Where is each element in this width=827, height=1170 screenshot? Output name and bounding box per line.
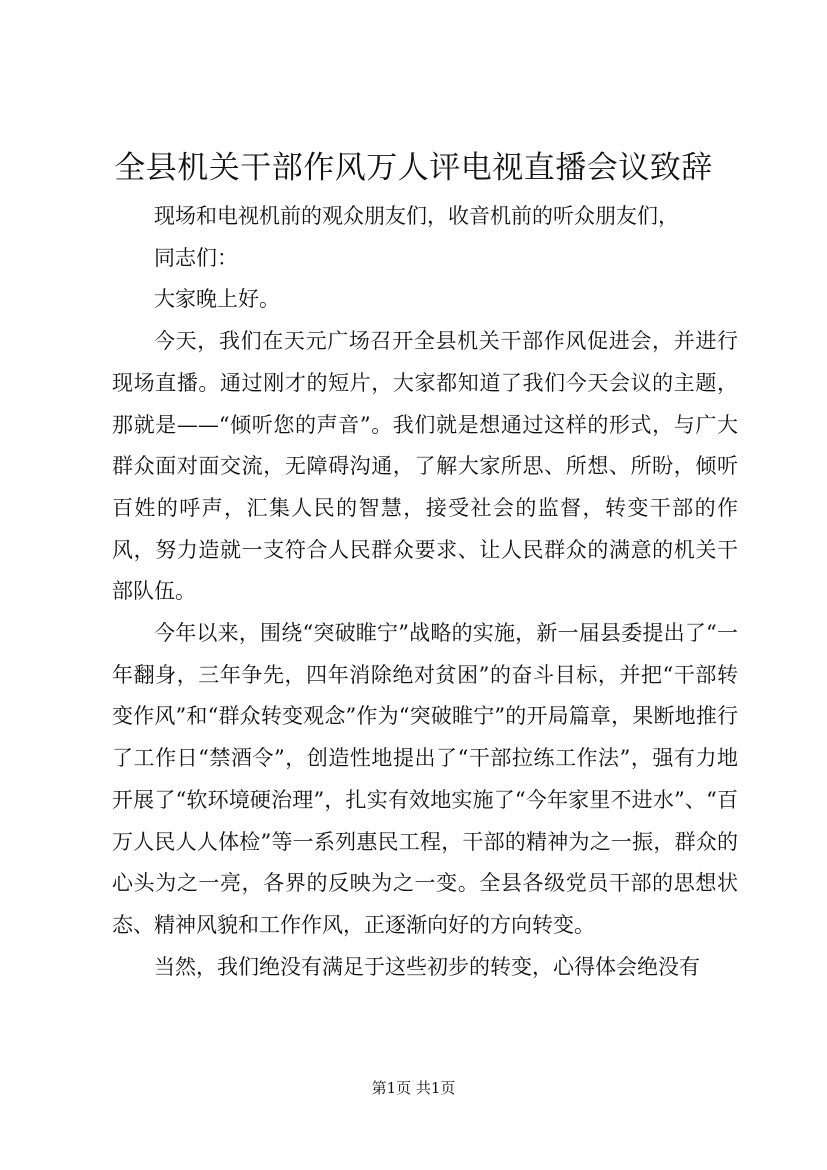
paragraph: 当然，我们绝没有满足于这些初步的转变，心得体会绝没有 (154, 954, 700, 979)
document-title: 全县机关干部作风万人评电视直播会议致辞 (114, 150, 713, 186)
paragraph: 大家晚上好。 (154, 287, 280, 312)
paragraph: 现场和电视机前的观众朋友们，收音机前的听众朋友们， (154, 204, 679, 228)
paragraph: 今年以来，围绕“突破睢宁”战略的实施，新一届县委提出了“一年翻身，三年争先，四年消除绝对贫困”的奋斗目标，并把“干部转变作风”和“群众转变观念”作为“突破睢宁”的开局篇章，果断地推行了工作日“禁酒令”，创造性地提出了“干部拉练工作法”，强有力地开展了“软环境硬治理”，扎实有效地实施了“今年家里不进水”、“百万人民人人体检”等一系列惠民工程，干部的精神为之一振，群众的心头为之一亮，各界的反映为之一变。全县各级党员干部的思想状态、精神风貌和工作作风，正逐渐向好的方向转变。 (112, 621, 738, 937)
document-body (112, 196, 738, 988)
paragraph: 同志们： (154, 245, 238, 270)
page-footer: 第1页 共1页 (371, 1079, 456, 1097)
paragraph: 今天，我们在天元广场召开全县机关干部作风促进会，并进行现场直播。通过刚才的短片，大家都知道了我们今天会议的主题，那就是——“倾听您的声音”。我们就是想通过这样的形式，与广大群众面对面交流，无障碍沟通，了解大家所思、所想、所盼，倾听百姓的呼声，汇集人民的智慧，接受社会的监督，转变干部的作风，努力造就一支符合人民群众要求、让人民群众的满意的机关干部队伍。 (112, 329, 738, 604)
